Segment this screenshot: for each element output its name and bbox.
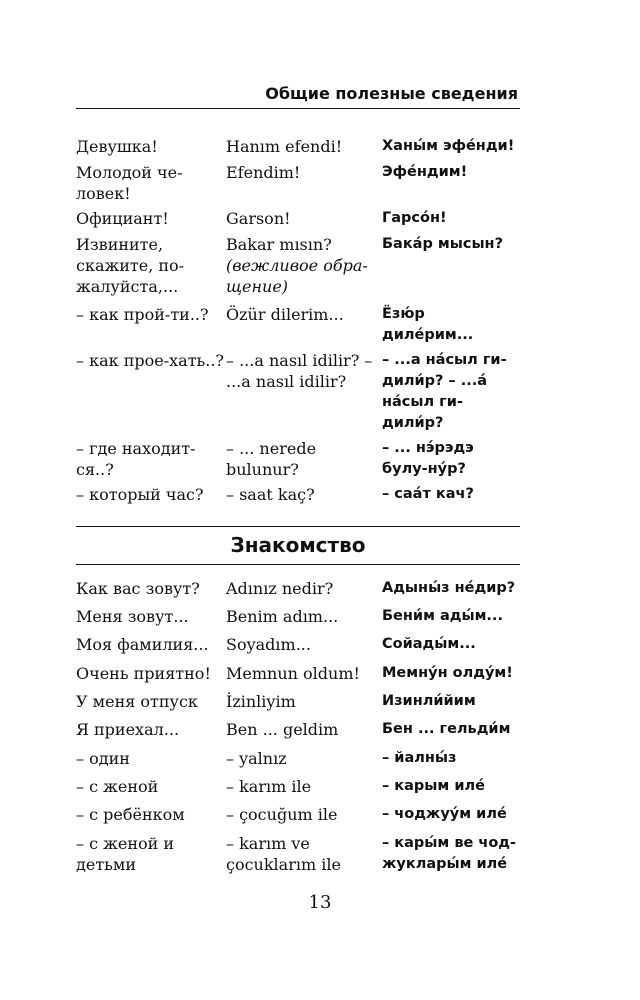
turkish-phrase: – ... nerede bulunur? [226, 439, 317, 479]
turkish-phrase: Memnun oldum! [226, 664, 360, 683]
russian-phrase: Извините, скажите, по-жалуйста,... [76, 235, 185, 296]
acquaintance-row [76, 663, 520, 691]
pronunciation: Ханы́м эфе́нди! [382, 138, 515, 154]
acquaintance-row [76, 748, 520, 776]
pronunciation: – ...а на́сыл ги-дили́р? – ...а́ на́сыл ги-дили́р? [382, 352, 507, 431]
russian-phrase: – где находит-ся..? [76, 439, 196, 479]
russian-phrase: Девушка! [76, 137, 158, 156]
acquaintance-row [76, 833, 520, 881]
header-rule [76, 108, 520, 109]
russian-phrase: Меня зовут... [76, 607, 189, 626]
phrase-row [76, 304, 520, 350]
russian-phrase: Официант! [76, 209, 169, 228]
pronunciation: – карым иле́ [382, 778, 485, 794]
phrase-row [76, 234, 520, 304]
russian-phrase: – с ребёнком [76, 805, 185, 824]
phrase-row [76, 438, 520, 484]
turkish-phrase: Hanım efendi! [226, 137, 343, 156]
section-rule-top [76, 526, 520, 527]
phrase-row [76, 136, 520, 162]
russian-phrase: – как прой-ти..? [76, 305, 209, 324]
turkish-phrase: – ...a nasıl idilir? – ...a nasıl idilir? [226, 351, 373, 391]
running-head: Общие полезные сведения [265, 84, 518, 103]
turkish-phrase: Adınız nedir? [226, 579, 334, 598]
acquaintance-row [76, 719, 520, 748]
phrase-row [76, 208, 520, 234]
pronunciation: Мемну́н олду́м! [382, 665, 513, 681]
acquaintance-row [76, 578, 520, 606]
pronunciation: Изинли́йим [382, 693, 476, 709]
turkish-phrase: İzinliyim [226, 692, 296, 711]
pronunciation: Гарсо́н! [382, 210, 447, 226]
russian-phrase: У меня отпуск [76, 692, 198, 711]
section-rule-bottom [76, 564, 520, 565]
russian-phrase: Очень приятно! [76, 664, 211, 683]
pronunciation: Сойады́м... [382, 636, 476, 652]
pronunciation: – кары́м ве чод-жуклары́м иле́ [382, 835, 517, 872]
turkish-phrase: Garson! [226, 209, 291, 228]
pronunciation: Эфе́ндим! [382, 164, 468, 180]
russian-phrase: – как прое-хать..? [76, 351, 224, 370]
acquaintance-row [76, 634, 520, 663]
pronunciation: – саа́т кач? [382, 486, 474, 502]
page-number: 13 [308, 892, 332, 913]
pronunciation: – чоджуу́м иле́ [382, 806, 507, 822]
turkish-phrase: – karım ve çocuklarım ile [226, 834, 341, 874]
turkish-phrase: Soyadım... [226, 635, 311, 654]
phrase-row [76, 484, 520, 510]
russian-phrase: – с женой [76, 777, 159, 796]
acquaintance-row [76, 776, 520, 804]
acquaintance-row [76, 804, 520, 833]
pronunciation: – йалны́з [382, 750, 457, 766]
pronunciation: Бен ... гельди́м [382, 721, 511, 737]
acquaintance-row [76, 606, 520, 634]
russian-phrase: Я приехал... [76, 720, 180, 739]
pronunciation: – ... нэ́рэдэ булу-ну́р? [382, 440, 474, 477]
turkish-phrase [226, 234, 382, 304]
section-title: Знакомство [230, 533, 366, 557]
pronunciation: Бака́р мысын? [382, 236, 503, 252]
pronunciation: Адыны́з не́дир? [382, 580, 516, 596]
turkish-phrase: Benim adım... [226, 607, 339, 626]
russian-phrase: Молодой че-ловек! [76, 163, 183, 203]
russian-phrase: Как вас зовут? [76, 579, 200, 598]
turkish-text: Bakar mısın? [226, 235, 332, 254]
pronunciation: Ёзю́р диле́рим... [382, 306, 474, 343]
russian-phrase: – один [76, 749, 130, 768]
phrase-table [76, 136, 520, 510]
pronunciation: Бени́м ады́м... [382, 608, 503, 624]
russian-phrase: – который час? [76, 485, 204, 504]
acquaintance-row [76, 691, 520, 719]
turkish-phrase: Özür dilerim... [226, 305, 344, 324]
turkish-phrase: Ben ... geldim [226, 720, 339, 739]
phrase-row [76, 350, 520, 438]
russian-phrase: – с женой и детьми [76, 834, 175, 874]
usage-note: (вежливое обра-щение) [226, 256, 368, 296]
turkish-phrase: – saat kaç? [226, 485, 315, 504]
phrase-row [76, 162, 520, 208]
turkish-phrase: – karım ile [226, 777, 312, 796]
acquaintance-table [76, 578, 520, 881]
russian-phrase: Моя фамилия... [76, 635, 209, 654]
turkish-phrase: – yalnız [226, 749, 287, 768]
turkish-phrase: Efendim! [226, 163, 301, 182]
turkish-phrase: – çocuğum ile [226, 805, 338, 824]
